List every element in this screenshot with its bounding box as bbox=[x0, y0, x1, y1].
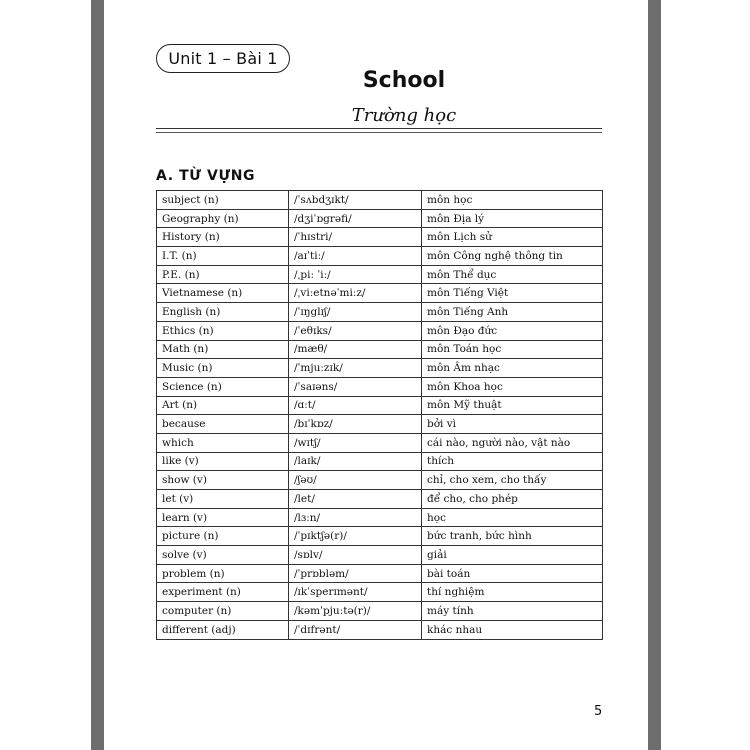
meaning-cell: chỉ, cho xem, cho thấy bbox=[422, 471, 603, 490]
table-row bbox=[157, 265, 603, 284]
table-row bbox=[157, 415, 603, 434]
table-row bbox=[157, 564, 603, 583]
section-heading: A. TỪ VỰNG bbox=[156, 168, 256, 184]
word-cell: subject (n) bbox=[157, 191, 289, 210]
word-cell: I.T. (n) bbox=[157, 247, 289, 266]
table-row bbox=[157, 321, 603, 340]
meaning-cell: môn Âm nhạc bbox=[422, 359, 603, 378]
table-row bbox=[157, 433, 603, 452]
page-number: 5 bbox=[594, 704, 603, 719]
meaning-cell: môn Mỹ thuật bbox=[422, 396, 603, 415]
word-cell: P.E. (n) bbox=[157, 265, 289, 284]
ipa-cell: /ˈpɪktʃə(r)/ bbox=[289, 527, 422, 546]
word-cell: Music (n) bbox=[157, 359, 289, 378]
meaning-cell: bức tranh, bức hình bbox=[422, 527, 603, 546]
left-margin bbox=[0, 0, 104, 750]
table-row bbox=[157, 396, 603, 415]
meaning-cell: máy tính bbox=[422, 602, 603, 621]
table-row bbox=[157, 359, 603, 378]
ipa-cell: /ˈhɪstri/ bbox=[289, 228, 422, 247]
word-cell: show (v) bbox=[157, 471, 289, 490]
meaning-cell: môn Toán học bbox=[422, 340, 603, 359]
meaning-cell: môn Tiếng Việt bbox=[422, 284, 603, 303]
table-row bbox=[157, 508, 603, 527]
meaning-cell: môn học bbox=[422, 191, 603, 210]
word-cell: Geography (n) bbox=[157, 209, 289, 228]
table-row bbox=[157, 340, 603, 359]
ipa-cell: /kəmˈpjuːtə(r)/ bbox=[289, 602, 422, 621]
meaning-cell: để cho, cho phép bbox=[422, 490, 603, 509]
ipa-cell: /mæθ/ bbox=[289, 340, 422, 359]
ipa-cell: /ʃəʊ/ bbox=[289, 471, 422, 490]
meaning-cell: môn Đạo đức bbox=[422, 321, 603, 340]
vocabulary-table bbox=[156, 190, 603, 640]
ipa-cell: /ˈsaɪəns/ bbox=[289, 377, 422, 396]
table-row bbox=[157, 620, 603, 639]
ipa-cell: /dʒiˈɒgrəfi/ bbox=[289, 209, 422, 228]
meaning-cell: môn Thể dục bbox=[422, 265, 603, 284]
ipa-cell: /let/ bbox=[289, 490, 422, 509]
table-row bbox=[157, 228, 603, 247]
meaning-cell: khác nhau bbox=[422, 620, 603, 639]
meaning-cell: bài toán bbox=[422, 564, 603, 583]
ipa-cell: /ˈdɪfrənt/ bbox=[289, 620, 422, 639]
ipa-cell: /ɑːt/ bbox=[289, 396, 422, 415]
table-row bbox=[157, 452, 603, 471]
ipa-cell: /ˈmjuːzɪk/ bbox=[289, 359, 422, 378]
table-row bbox=[157, 191, 603, 210]
word-cell: solve (v) bbox=[157, 546, 289, 565]
ipa-cell: /ˌpiː ˈiː/ bbox=[289, 265, 422, 284]
meaning-cell: học bbox=[422, 508, 603, 527]
table-row bbox=[157, 247, 603, 266]
table-row bbox=[157, 303, 603, 322]
unit-badge: Unit 1 – Bài 1 bbox=[156, 44, 290, 73]
ipa-cell: /sɒlv/ bbox=[289, 546, 422, 565]
ipa-cell: /ɪkˈsperɪmənt/ bbox=[289, 583, 422, 602]
word-cell: English (n) bbox=[157, 303, 289, 322]
title-divider bbox=[156, 128, 602, 129]
word-cell: Ethics (n) bbox=[157, 321, 289, 340]
word-cell: experiment (n) bbox=[157, 583, 289, 602]
word-cell: which bbox=[157, 433, 289, 452]
ipa-cell: /bɪˈkɒz/ bbox=[289, 415, 422, 434]
meaning-cell: môn Công nghệ thông tin bbox=[422, 247, 603, 266]
word-cell: because bbox=[157, 415, 289, 434]
word-cell: like (v) bbox=[157, 452, 289, 471]
table-row bbox=[157, 284, 603, 303]
ipa-cell: /wɪtʃ/ bbox=[289, 433, 422, 452]
ipa-cell: /ˌviːetnəˈmiːz/ bbox=[289, 284, 422, 303]
ipa-cell: /laɪk/ bbox=[289, 452, 422, 471]
page-subtitle: Trường học bbox=[351, 105, 457, 126]
word-cell: computer (n) bbox=[157, 602, 289, 621]
word-cell: problem (n) bbox=[157, 564, 289, 583]
right-margin bbox=[648, 0, 750, 750]
meaning-cell: môn Địa lý bbox=[422, 209, 603, 228]
meaning-cell: cái nào, người nào, vật nào bbox=[422, 433, 603, 452]
table-row bbox=[157, 471, 603, 490]
table-row bbox=[157, 602, 603, 621]
meaning-cell: môn Lịch sử bbox=[422, 228, 603, 247]
word-cell: Art (n) bbox=[157, 396, 289, 415]
word-cell: History (n) bbox=[157, 228, 289, 247]
meaning-cell: bởi vì bbox=[422, 415, 603, 434]
word-cell: let (v) bbox=[157, 490, 289, 509]
word-cell: Vietnamese (n) bbox=[157, 284, 289, 303]
title-divider-thin bbox=[156, 132, 602, 133]
meaning-cell: thí nghiệm bbox=[422, 583, 603, 602]
ipa-cell: /ˈeθɪks/ bbox=[289, 321, 422, 340]
word-cell: learn (v) bbox=[157, 508, 289, 527]
ipa-cell: /aɪˈtiː/ bbox=[289, 247, 422, 266]
meaning-cell: môn Tiếng Anh bbox=[422, 303, 603, 322]
word-cell: different (adj) bbox=[157, 620, 289, 639]
table-row bbox=[157, 583, 603, 602]
ipa-cell: /ˈprɒbləm/ bbox=[289, 564, 422, 583]
table-row bbox=[157, 546, 603, 565]
page-title: School bbox=[362, 68, 446, 93]
book-page bbox=[104, 0, 648, 750]
ipa-cell: /ˈsʌbdʒɪkt/ bbox=[289, 191, 422, 210]
word-cell: Science (n) bbox=[157, 377, 289, 396]
table-row bbox=[157, 490, 603, 509]
table-row bbox=[157, 377, 603, 396]
word-cell: picture (n) bbox=[157, 527, 289, 546]
table-row bbox=[157, 209, 603, 228]
ipa-cell: /ˈɪŋglɪʃ/ bbox=[289, 303, 422, 322]
table-row bbox=[157, 527, 603, 546]
meaning-cell: giải bbox=[422, 546, 603, 565]
ipa-cell: /lɜːn/ bbox=[289, 508, 422, 527]
meaning-cell: môn Khoa học bbox=[422, 377, 603, 396]
meaning-cell: thích bbox=[422, 452, 603, 471]
word-cell: Math (n) bbox=[157, 340, 289, 359]
